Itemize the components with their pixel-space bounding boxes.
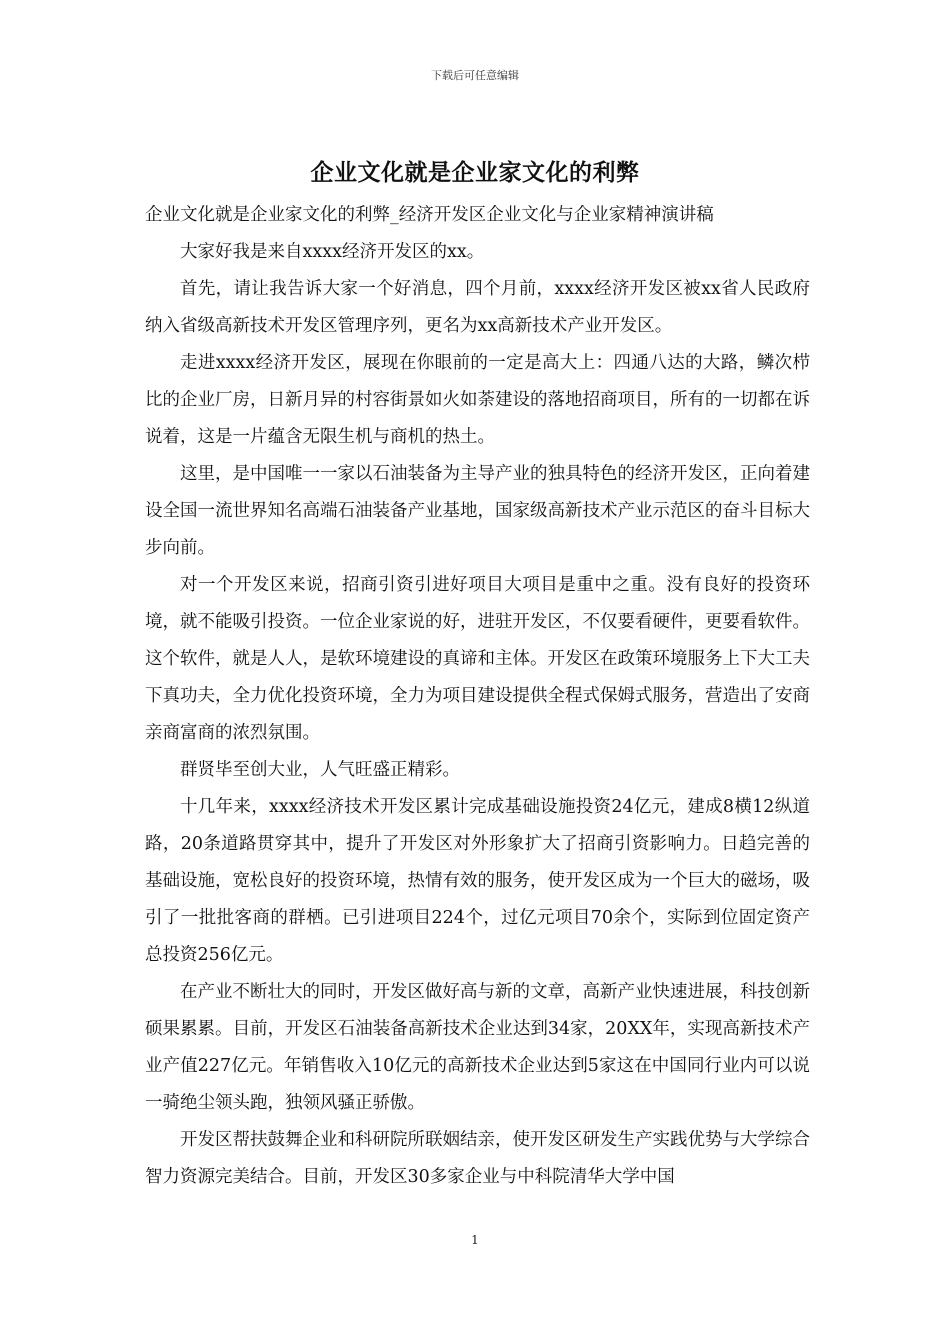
paragraph: 这里，是中国唯一一家以石油装备为主导产业的独具特色的经济开发区，正向着建设全国一流世界知名高端石油装备产业基地，国家级高新技术产业示范区的奋斗目标大步向前。: [145, 464, 810, 558]
page-number: 1: [471, 1233, 479, 1247]
paragraph: 对一个开发区来说，招商引资引进好项目大项目是重中之重。没有良好的投资环境，就不能吸引投资。一位企业家说的好，进驻开发区，不仅要看硬件，更要看软件。这个软件，就是人人，是软环境建设的真谛和主体。开发区在政策环境服务上下大工夫下真功夫，全力优化投资环境，全力为项目建设提供全程式保姆式服务，营造出了安商亲商富商的浓烈氛围。: [145, 575, 810, 743]
document-subtitle: 企业文化就是企业家文化的利弊_经济开发区企业文化与企业家精神演讲稿: [145, 205, 714, 225]
paragraph: 在产业不断壮大的同时，开发区做好高与新的文章，高新产业快速进展，科技创新硕果累累。目前，开发区石油装备高新技术企业达到34家，20XX年，实现高新技术产业产值227亿元。年销售收入10亿元的高新技术企业达到5家这在中国同行业内可以说一骑绝尘领头跑，独领风骚正骄傲。: [145, 982, 810, 1113]
header-note: 下载后可任意编辑: [431, 69, 519, 82]
document-title: 企业文化就是企业家文化的利弊: [310, 159, 640, 186]
paragraph: 走进xxxx经济开发区，展现在你眼前的一定是高大上：四通八达的大路，鳞次栉比的企业厂房，日新月异的村容街景如火如荼建设的落地招商项目，所有的一切都在诉说着，这是一片蕴含无限生机与商机的热土。: [145, 353, 810, 447]
paragraph: 开发区帮扶鼓舞企业和科研院所联姻结亲，使开发区研发生产实践优势与大学综合智力资源完美结合。目前，开发区30多家企业与中科院清华大学中国: [145, 1130, 810, 1187]
paragraph: 群贤毕至创大业，人气旺盛正精彩。: [180, 760, 460, 780]
paragraph: 首先，请让我告诉大家一个好消息，四个月前，xxxx经济开发区被xx省人民政府纳入省级高新技术开发区管理序列，更名为xx高新技术产业开发区。: [145, 279, 810, 336]
paragraph: 十几年来，xxxx经济技术开发区累计完成基础设施投资24亿元，建成8横12纵道路，20条道路贯穿其中，提升了开发区对外形象扩大了招商引资影响力。日趋完善的基础设施，宽松良好的投资环境，热情有效的服务，使开发区成为一个巨大的磁场，吸引了一批批客商的群栖。已引进项目224个，过亿元项目70余个，实际到位固定资产总投资256亿元。: [145, 797, 810, 965]
document-body: [145, 197, 810, 1196]
paragraph: 大家好我是来自xxxx经济开发区的xx。: [180, 242, 485, 262]
